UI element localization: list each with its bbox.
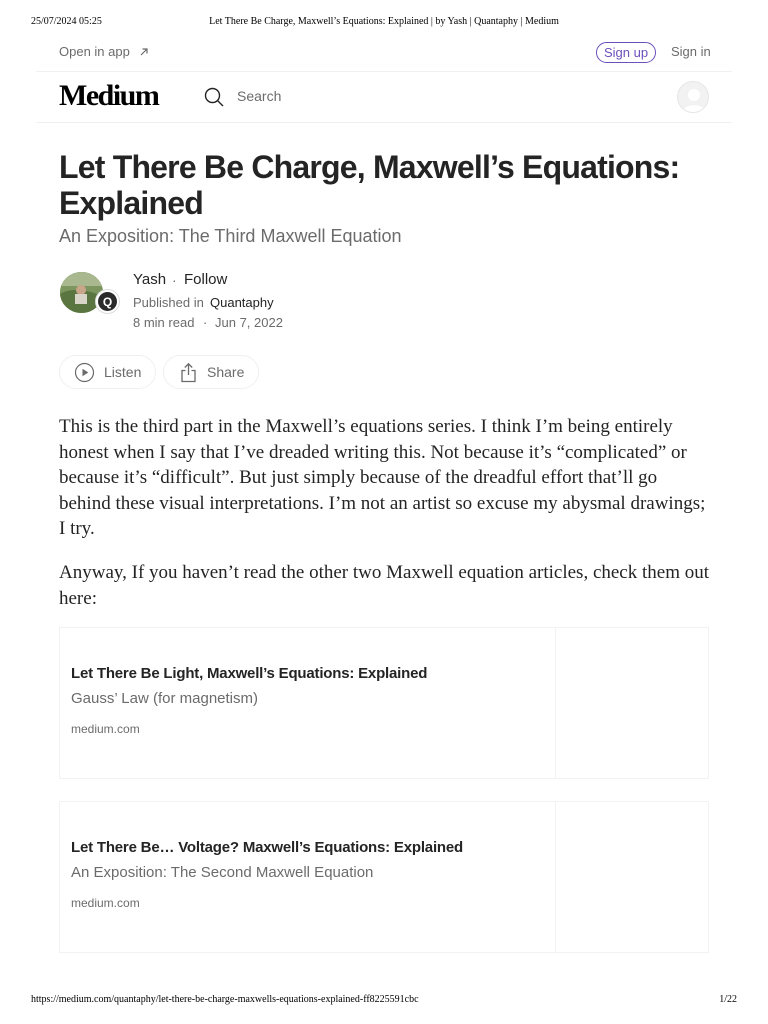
publish-date: Jun 7, 2022 bbox=[215, 315, 283, 330]
follow-button[interactable]: Follow bbox=[184, 271, 228, 288]
published-in-label: Published in bbox=[133, 295, 204, 310]
open-in-app-link[interactable] bbox=[59, 44, 150, 59]
publication-badge-icon[interactable] bbox=[95, 289, 120, 314]
embed-card-description: Gauss’ Law (for magnetism) bbox=[71, 690, 259, 707]
listen-label: Listen bbox=[104, 364, 142, 380]
print-url: https://medium.com/quantaphy/let-there-be-charge-maxwells-equations-explained-ff8225591cbc bbox=[31, 994, 419, 1005]
article-paragraph: Anyway, If you haven’t read the other two Maxwell equation articles, check them out here: bbox=[59, 562, 710, 609]
print-page-counter: 1/22 bbox=[719, 994, 737, 1005]
embed-card-title: Let There Be… Voltage? Maxwell’s Equations: Explained bbox=[71, 839, 463, 856]
embed-link-card[interactable] bbox=[59, 627, 709, 779]
medium-logo[interactable]: Medium bbox=[59, 79, 159, 112]
embed-card-thumbnail bbox=[555, 802, 556, 952]
embed-card-domain: medium.com bbox=[71, 722, 140, 736]
search-input[interactable]: Search bbox=[237, 88, 282, 104]
top-bar bbox=[36, 36, 732, 72]
read-time: 8 min read bbox=[133, 315, 195, 330]
external-arrow-icon bbox=[138, 46, 150, 58]
sign-in-link[interactable]: Sign in bbox=[671, 44, 711, 59]
embed-card-domain: medium.com bbox=[71, 896, 140, 910]
print-footer bbox=[31, 994, 737, 1008]
embed-card-thumbnail bbox=[555, 628, 556, 778]
author-name-link[interactable]: Yash bbox=[133, 271, 167, 288]
listen-button[interactable] bbox=[59, 355, 156, 389]
embed-link-card[interactable] bbox=[59, 801, 709, 953]
search-icon[interactable] bbox=[203, 86, 225, 108]
separator-dot: · bbox=[203, 315, 208, 330]
play-icon bbox=[74, 362, 95, 383]
share-icon bbox=[179, 362, 198, 383]
print-doc-title: Let There Be Charge, Maxwell’s Equations: Explained | by Yash | Quantaphy | Medium bbox=[209, 16, 559, 27]
publication-initial: Q bbox=[98, 292, 117, 311]
sign-up-button[interactable]: Sign up bbox=[596, 42, 656, 63]
embed-card-title: Let There Be Light, Maxwell’s Equations: Explained bbox=[71, 665, 428, 682]
open-in-app-label: Open in app bbox=[59, 44, 130, 59]
article-paragraph: This is the third part in the Maxwell’s equations series. I think I’m being entirely honest when I say that I’ve dreaded writing this. Not because it’s “complicated” or because it’s “difficult”. But just simply because of the dreadful effort that’ll go behind these visual interpretations. I’m not an artist so excuse my abysmal drawings; I try. bbox=[59, 416, 706, 539]
article-subtitle: An Exposition: The Third Maxwell Equation bbox=[59, 226, 402, 246]
share-button[interactable] bbox=[163, 355, 259, 389]
embed-card-description: An Exposition: The Second Maxwell Equation bbox=[71, 864, 374, 881]
user-avatar-icon[interactable] bbox=[677, 81, 709, 113]
nav-bar bbox=[36, 72, 732, 123]
publication-link[interactable]: Quantaphy bbox=[210, 295, 274, 310]
share-label: Share bbox=[207, 364, 245, 380]
separator-dot: · bbox=[172, 272, 177, 288]
print-header bbox=[31, 16, 737, 30]
article-title: Let There Be Charge, Maxwell’s Equations: Explained bbox=[59, 149, 680, 221]
print-datetime: 25/07/2024 05:25 bbox=[31, 16, 102, 27]
